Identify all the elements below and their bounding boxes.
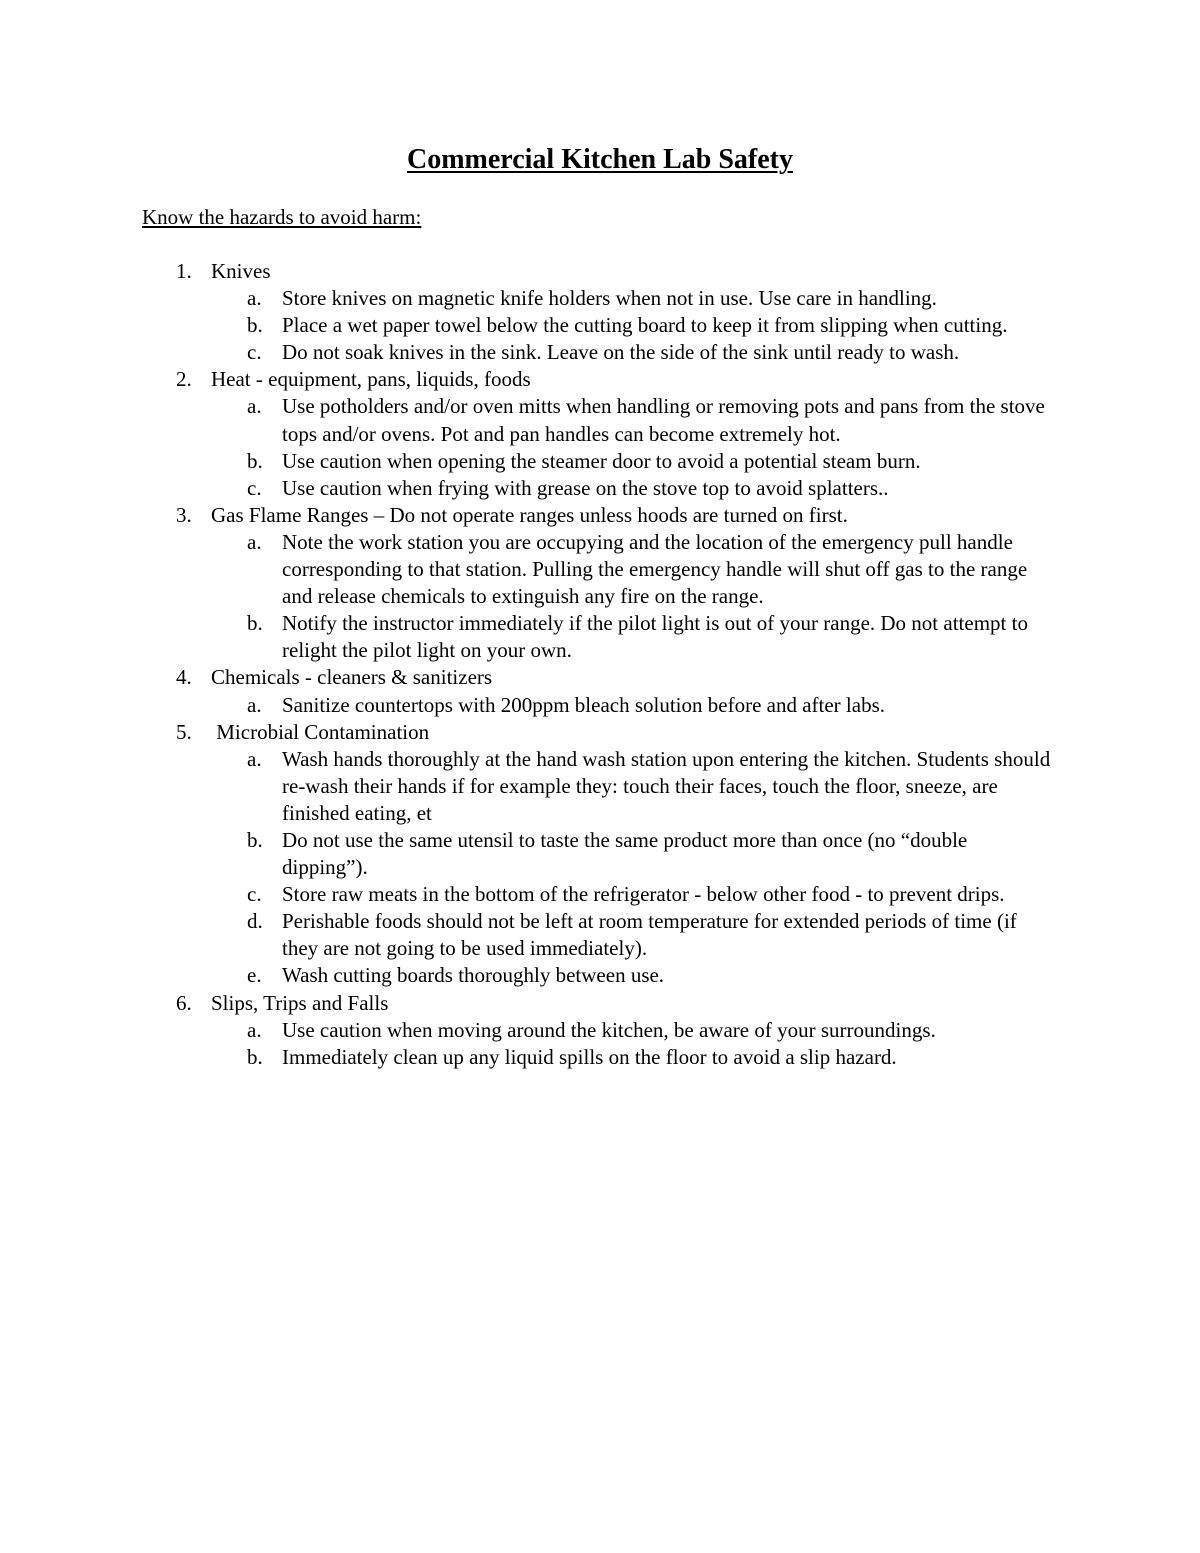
hazard-subitem-text: Use caution when opening the steamer door to avoid a potential steam burn. bbox=[282, 448, 921, 473]
hazard-subitem-text: Notify the instructor immediately if the pilot light is out of your range. Do not attempt to relight the pilot light on your own. bbox=[282, 611, 1028, 663]
hazard-subitem bbox=[0, 393, 1200, 447]
hazard-subitem-text: Sanitize countertops with 200ppm bleach solution before and after labs. bbox=[282, 692, 886, 717]
hazard-subitem-letter: b. bbox=[247, 827, 263, 852]
hazard-subitem-letter: c. bbox=[247, 882, 262, 907]
hazard-subitem-letter: a. bbox=[247, 692, 262, 717]
hazard-subitem-letter: b. bbox=[247, 1044, 263, 1069]
hazard-item-number: 6. bbox=[176, 990, 192, 1015]
hazard-subitem-letter: a. bbox=[247, 286, 262, 311]
hazard-subitem-letter: c. bbox=[247, 340, 262, 365]
hazard-item bbox=[0, 664, 1200, 691]
hazard-subitem-letter: a. bbox=[247, 746, 262, 771]
hazard-subitem bbox=[0, 285, 1200, 312]
hazard-subitem-text: Use caution when moving around the kitchen, be aware of your surroundings. bbox=[282, 1017, 936, 1042]
document-title: Commercial Kitchen Lab Safety bbox=[407, 144, 793, 175]
hazard-subitem bbox=[0, 1044, 1200, 1071]
hazard-item-label: Gas Flame Ranges – Do not operate ranges unless hoods are turned on first. bbox=[211, 502, 848, 527]
hazard-subitem bbox=[0, 827, 1200, 881]
hazard-subitem-letter: a. bbox=[247, 529, 262, 554]
hazard-subitem bbox=[0, 339, 1200, 366]
hazard-subitem bbox=[0, 908, 1200, 962]
hazard-subitem bbox=[0, 529, 1200, 610]
hazard-subitem bbox=[0, 448, 1200, 475]
hazard-item-number: 1. bbox=[176, 259, 192, 283]
hazard-subitem-text: Wash hands thoroughly at the hand wash station upon entering the kitchen. Students should re-wash their hands if for example they: touch their faces, touch the floor, sneeze, are finished eating, et bbox=[282, 746, 1051, 825]
hazard-subitem-text: Use caution when frying with grease on the stove top to avoid splatters.. bbox=[282, 475, 889, 500]
hazard-item-label: Heat - equipment, pans, liquids, foods bbox=[211, 367, 531, 392]
hazard-subitem-text: Store raw meats in the bottom of the refrigerator - below other food - to prevent drips. bbox=[282, 882, 1005, 907]
hazard-item bbox=[0, 502, 1200, 529]
hazard-subitem-text: Use potholders and/or oven mitts when handling or removing pots and pans from the stove tops and/or ovens. Pot and pan handles can become extremely hot. bbox=[282, 394, 1045, 446]
hazard-subitem-letter: d. bbox=[247, 909, 263, 934]
hazard-item-label: Microbial Contamination bbox=[211, 719, 430, 744]
hazard-subitem-text: Do not use the same utensil to taste the same product more than once (no “double dipping”). bbox=[282, 827, 968, 880]
hazard-item bbox=[0, 366, 1200, 393]
hazard-subitem bbox=[0, 746, 1200, 827]
hazard-subitem bbox=[0, 1017, 1200, 1044]
hazard-list bbox=[0, 258, 1200, 1071]
hazard-subitem-letter: a. bbox=[247, 1017, 262, 1042]
hazard-subitem bbox=[0, 610, 1200, 664]
hazard-subitem-text: Wash cutting boards thoroughly between use. bbox=[282, 963, 665, 988]
hazard-subitem-text: Place a wet paper towel below the cutting board to keep it from slipping when cutting. bbox=[282, 313, 1008, 338]
hazard-item-label: Knives bbox=[211, 259, 271, 283]
hazard-subitem-text: Store knives on magnetic knife holders when not in use. Use care in handling. bbox=[282, 286, 937, 311]
hazard-item-number: 5. bbox=[176, 719, 192, 744]
hazard-subitem-letter: b. bbox=[247, 448, 263, 473]
hazard-subitem bbox=[0, 475, 1200, 502]
hazard-item-label: Chemicals - cleaners & sanitizers bbox=[211, 665, 493, 690]
hazard-subitem bbox=[0, 312, 1200, 339]
hazard-item-number: 4. bbox=[176, 665, 192, 690]
hazard-subitem bbox=[0, 881, 1200, 908]
hazard-subitem-letter: c. bbox=[247, 475, 262, 500]
hazard-subitem-letter: b. bbox=[247, 313, 263, 338]
hazard-subitem-text: Perishable foods should not be left at room temperature for extended periods of time (if they are not going to be used immediately). bbox=[282, 909, 1017, 961]
hazard-subitem-letter: a. bbox=[247, 394, 262, 419]
hazard-subitem-text: Note the work station you are occupying and the location of the emergency pull handle corresponding to that station. Pulling the emergency handle will shut off gas to the range and release chemicals to extinguish any fire on the range. bbox=[282, 529, 1028, 609]
intro-heading: Know the hazards to avoid harm: bbox=[142, 205, 422, 229]
hazard-subitem-text: Immediately clean up any liquid spills on the floor to avoid a slip hazard. bbox=[282, 1044, 897, 1069]
hazard-item bbox=[0, 990, 1200, 1017]
hazard-subitem bbox=[0, 962, 1200, 989]
hazard-item bbox=[0, 258, 1200, 285]
hazard-item-number: 3. bbox=[176, 502, 192, 527]
hazard-subitem-letter: b. bbox=[247, 611, 263, 636]
hazard-subitem-text: Do not soak knives in the sink. Leave on the side of the sink until ready to wash. bbox=[282, 340, 960, 365]
hazard-item-label: Slips, Trips and Falls bbox=[211, 990, 389, 1015]
hazard-subitem bbox=[0, 692, 1200, 719]
hazard-subitem-letter: e. bbox=[247, 963, 262, 988]
hazard-item bbox=[0, 719, 1200, 746]
hazard-item-number: 2. bbox=[176, 367, 192, 392]
